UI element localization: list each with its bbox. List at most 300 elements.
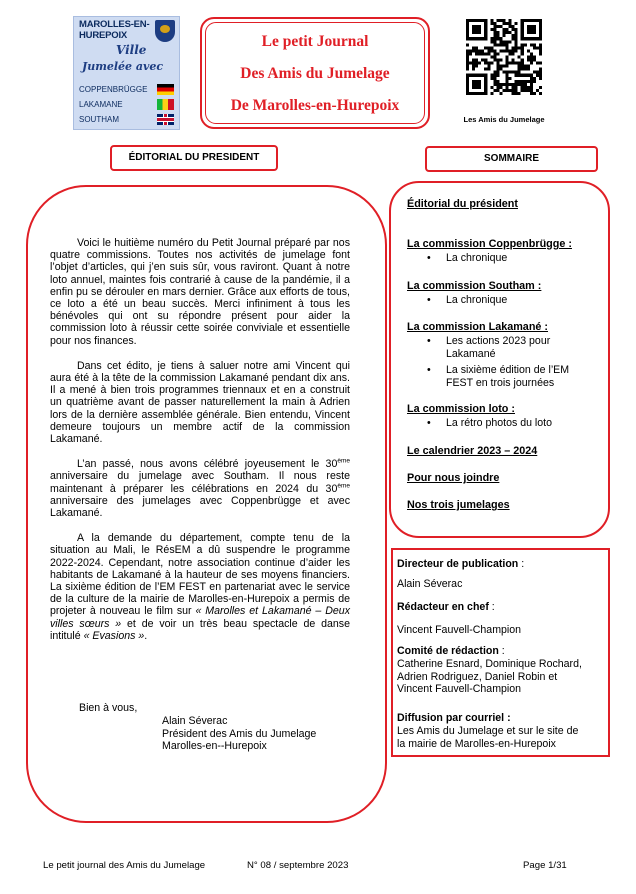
qr-module xyxy=(512,86,515,89)
qr-module xyxy=(490,19,493,22)
title-line-3: De Marolles-en-Hurepoix xyxy=(230,97,400,114)
qr-module xyxy=(466,52,469,55)
qr-module xyxy=(478,49,481,52)
qr-module xyxy=(512,59,515,62)
qr-module xyxy=(475,65,478,68)
qr-module xyxy=(515,46,518,49)
qr-module xyxy=(515,34,518,37)
qr-module xyxy=(527,25,536,34)
qr-module xyxy=(502,65,505,68)
qr-module xyxy=(530,92,533,95)
qr-module xyxy=(512,71,515,74)
qr-module xyxy=(496,34,499,37)
qr-module xyxy=(493,34,496,37)
qr-module xyxy=(515,71,518,74)
qr-module xyxy=(533,43,536,46)
qr-module xyxy=(493,31,496,34)
qr-module xyxy=(502,34,505,37)
committee-line2: Adrien Rodriguez, Daniel Robin et xyxy=(397,670,558,683)
qr-module xyxy=(533,80,536,83)
qr-module xyxy=(530,62,533,65)
qr-module xyxy=(509,62,512,65)
qr-module xyxy=(518,55,521,58)
sommaire-link-coppenbrugge[interactable]: La commission Coppenbrügge : xyxy=(407,238,572,250)
qr-module xyxy=(539,86,542,89)
sommaire-sub-lakamane-actions xyxy=(446,335,550,361)
qr-module xyxy=(499,92,502,95)
p3-superscript-2: ème xyxy=(337,482,350,490)
qr-module xyxy=(493,89,496,92)
qr-module xyxy=(509,77,512,80)
logo-twin-lakamane: LAKAMANE xyxy=(79,100,123,109)
qr-module xyxy=(506,77,509,80)
credit-editor-colon: : xyxy=(488,601,495,613)
committee-line3: Vincent Fauvell-Champion xyxy=(397,683,522,695)
qr-module xyxy=(475,49,478,52)
qr-module xyxy=(502,28,505,31)
qr-module xyxy=(493,71,496,74)
qr-module xyxy=(524,80,527,83)
logo-town xyxy=(79,19,149,41)
qr-module xyxy=(506,31,509,34)
qr-module xyxy=(530,55,533,58)
qr-module xyxy=(515,89,518,92)
qr-module xyxy=(490,37,493,40)
qr-module xyxy=(496,43,499,46)
qr-module xyxy=(524,65,527,68)
qr-module xyxy=(493,28,496,31)
qr-module xyxy=(530,83,533,86)
qr-module xyxy=(515,40,518,43)
qr-module xyxy=(512,49,515,52)
qr-module xyxy=(487,62,490,65)
qr-module xyxy=(493,49,496,52)
qr-module xyxy=(509,89,512,92)
qr-module xyxy=(499,40,502,43)
qr-module xyxy=(506,65,509,68)
credit-diffusion-text xyxy=(397,725,578,750)
qr-module xyxy=(502,89,505,92)
footer-publication: Le petit journal des Amis du Jumelage xyxy=(43,860,206,871)
qr-module xyxy=(509,52,512,55)
qr-module xyxy=(536,89,539,92)
qr-module xyxy=(487,68,490,71)
qr-module xyxy=(475,46,478,49)
qr-module xyxy=(466,59,469,62)
credit-director-label: Directeur de publication xyxy=(397,558,519,570)
qr-module xyxy=(499,49,502,52)
qr-module xyxy=(466,65,469,68)
qr-module xyxy=(472,25,481,34)
qr-module xyxy=(484,68,487,71)
qr-module xyxy=(530,52,533,55)
qr-module xyxy=(530,43,533,46)
p3-part-a: L’an passé, nous avons célébré joyeusement le 30 xyxy=(77,458,338,471)
qr-module xyxy=(496,25,499,28)
credit-editor-label: Rédacteur en chef xyxy=(397,601,489,613)
qr-module xyxy=(506,49,509,52)
qr-module xyxy=(524,83,527,86)
journal-title-box xyxy=(200,17,430,129)
qr-module xyxy=(487,46,490,49)
qr-module xyxy=(499,19,502,22)
qr-module xyxy=(484,52,487,55)
qr-module xyxy=(515,28,518,31)
coat-of-arms-icon xyxy=(155,20,175,42)
qr-module xyxy=(484,59,487,62)
footer-issue: N° 08 / septembre 2023 xyxy=(247,860,349,871)
qr-module xyxy=(527,49,530,52)
qr-module xyxy=(533,59,536,62)
qr-module xyxy=(527,59,530,62)
qr-module xyxy=(533,71,536,74)
qr-module xyxy=(478,52,481,55)
qr-module xyxy=(524,74,527,77)
qr-module xyxy=(515,86,518,89)
qr-module xyxy=(499,68,502,71)
qr-module xyxy=(496,65,499,68)
qr-module xyxy=(515,83,518,86)
qr-module xyxy=(506,80,509,83)
p4-show-title: « Evasions » xyxy=(83,629,145,642)
qr-module xyxy=(496,37,499,40)
germany-flag-icon xyxy=(157,84,174,95)
qr-module xyxy=(515,43,518,46)
p3-part-c: anniversaire des jumelages avec Coppenbrügge et avec Lakamané. xyxy=(50,494,350,520)
editorial-closing: Bien à vous, xyxy=(79,702,138,714)
qr-module xyxy=(475,59,478,62)
qr-module xyxy=(518,74,521,77)
qr-module xyxy=(499,83,502,86)
qr-module xyxy=(490,62,493,65)
qr-module xyxy=(536,46,539,49)
qr-module xyxy=(539,74,542,77)
qr-module xyxy=(478,62,481,65)
qr-module xyxy=(506,89,509,92)
qr-module xyxy=(515,31,518,34)
p3-part-b: anniversaire du jumelage avec Southam. Il nous reste maintenant à préparer les célébrations en 2024 du 30 xyxy=(50,470,350,495)
qr-module xyxy=(502,22,505,25)
qr-module xyxy=(490,55,493,58)
qr-module xyxy=(515,62,518,65)
qr-module xyxy=(490,22,493,25)
qr-module xyxy=(527,86,530,89)
qr-module xyxy=(506,55,509,58)
signature-name: Alain Séverac xyxy=(162,715,228,727)
qr-module xyxy=(481,59,484,62)
qr-module xyxy=(509,83,512,86)
editorial-label: ÉDITORIAL DU PRESIDENT xyxy=(110,145,278,171)
qr-module xyxy=(521,65,524,68)
qr-module xyxy=(512,34,515,37)
qr-module xyxy=(509,25,512,28)
credit-committee-heading xyxy=(397,645,505,658)
qr-module xyxy=(502,40,505,43)
mali-flag-icon xyxy=(157,99,174,110)
qr-module xyxy=(518,62,521,65)
qr-module xyxy=(469,49,472,52)
qr-module xyxy=(539,77,542,80)
qr-module xyxy=(521,43,524,46)
qr-module xyxy=(466,49,469,52)
qr-module xyxy=(530,86,533,89)
qr-module xyxy=(493,37,496,40)
credit-director-name: Alain Séverac xyxy=(397,578,463,590)
qr-module xyxy=(499,65,502,68)
qr-module xyxy=(496,19,499,22)
qr-module xyxy=(496,86,499,89)
qr-module xyxy=(506,59,509,62)
editorial-text xyxy=(50,237,350,655)
qr-module xyxy=(475,62,478,65)
sommaire-link-southam[interactable]: La commission Southam : xyxy=(407,280,542,292)
sommaire-link-jumelages[interactable]: Nos trois jumelages xyxy=(407,499,510,511)
editorial-paragraph-3 xyxy=(50,458,350,519)
sommaire-link-loto[interactable]: La commission loto : xyxy=(407,403,515,415)
qr-module xyxy=(472,68,475,71)
qr-module xyxy=(512,25,515,28)
logo-twin-coppenbrugge: COPPENBRÜGGE xyxy=(79,85,148,94)
signature-town: Marolles-en--Hurepoix xyxy=(162,740,267,752)
qr-module xyxy=(524,89,527,92)
qr-module xyxy=(490,49,493,52)
diffusion-line2: la mairie de Marolles-en-Hurepoix xyxy=(397,737,556,750)
qr-module xyxy=(506,71,509,74)
qr-module xyxy=(493,77,496,80)
qr-module xyxy=(496,68,499,71)
qr-module xyxy=(493,40,496,43)
qr-module xyxy=(502,31,505,34)
editorial-paragraph-2: Dans cet édito, je tiens à saluer notre ami Vincent qui aura été à la tête de la commission Lakamané pendant dix ans. Il a mené à bien trois programmes triennaux et en a construit un quatrième avant de passer naturellement la main à Adrien lors de la dernière assemblée générale. Bien entendu, Vincent demeure toujours un membre actif de la commission Lakamané. xyxy=(50,359,350,446)
credit-director-heading xyxy=(397,558,524,571)
qr-module xyxy=(512,62,515,65)
qr-module xyxy=(496,31,499,34)
qr-module xyxy=(533,46,536,49)
qr-module xyxy=(512,46,515,49)
qr-module xyxy=(515,37,518,40)
lakamane-actions-line1: • Les actions 2023 pour xyxy=(446,335,551,347)
qr-module xyxy=(515,49,518,52)
title-line-2: Des Amis du Jumelage xyxy=(240,65,390,82)
qr-module xyxy=(509,31,512,34)
qr-module xyxy=(506,40,509,43)
qr-module xyxy=(506,86,509,89)
qr-module xyxy=(496,62,499,65)
qr-module xyxy=(521,52,524,55)
qr-module xyxy=(496,89,499,92)
qr-module xyxy=(493,55,496,58)
qr-module xyxy=(469,62,472,65)
qr-module xyxy=(490,46,493,49)
qr-module xyxy=(502,19,505,22)
qr-module xyxy=(530,80,533,83)
qr-module xyxy=(521,68,524,71)
qr-module xyxy=(524,43,527,46)
signature-role: Président des Amis du Jumelage xyxy=(162,727,317,740)
qr-module xyxy=(530,77,533,80)
qr-module xyxy=(493,59,496,62)
qr-module xyxy=(512,37,515,40)
qr-module xyxy=(518,92,521,95)
qr-module xyxy=(496,83,499,86)
qr-module xyxy=(472,49,475,52)
logo-town-line2: HUREPOIX xyxy=(79,30,128,41)
qr-module xyxy=(527,68,530,71)
qr-module xyxy=(506,83,509,86)
qr-module xyxy=(518,46,521,49)
qr-module xyxy=(472,59,475,62)
sommaire-sub-lakamane-emfest xyxy=(446,364,569,390)
qr-module xyxy=(515,22,518,25)
credit-editor-name: Vincent Fauvell-Champion xyxy=(397,624,522,636)
qr-module xyxy=(530,74,533,77)
qr-module xyxy=(527,74,530,77)
qr-module xyxy=(521,86,524,89)
qr-module xyxy=(496,52,499,55)
logo-ville: Ville xyxy=(116,43,147,57)
qr-module xyxy=(499,86,502,89)
qr-module xyxy=(509,22,512,25)
qr-module xyxy=(490,92,493,95)
qr-module xyxy=(502,49,505,52)
qr-module xyxy=(502,83,505,86)
qr-module xyxy=(539,43,542,46)
qr-module xyxy=(530,89,533,92)
qr-module xyxy=(509,49,512,52)
qr-module xyxy=(539,46,542,49)
qr-module xyxy=(527,80,530,83)
qr-module xyxy=(539,49,542,52)
qr-module xyxy=(527,55,530,58)
qr-module xyxy=(533,92,536,95)
qr-module xyxy=(524,68,527,71)
qr-module xyxy=(521,80,524,83)
qr-module xyxy=(539,62,542,65)
lakamane-emfest-line2: FEST en trois journées xyxy=(446,377,555,389)
qr-module xyxy=(466,62,469,65)
qr-module xyxy=(506,43,509,46)
twinning-logo xyxy=(73,16,180,130)
qr-module xyxy=(502,43,505,46)
qr-module xyxy=(539,68,542,71)
qr-module xyxy=(490,86,493,89)
sommaire-sub-southam-chronique: • La chronique xyxy=(446,294,507,307)
qr-module xyxy=(521,74,524,77)
credit-committee-colon: : xyxy=(498,645,505,657)
diffusion-line1: Les Amis du Jumelage et sur le site de xyxy=(397,725,579,737)
signature-block xyxy=(162,715,316,753)
p3-superscript-1: ème xyxy=(337,457,350,465)
qr-module xyxy=(499,37,502,40)
credit-director-colon: : xyxy=(518,558,525,570)
sommaire-sub-loto-photos: • La rétro photos du loto xyxy=(446,417,552,430)
qr-module xyxy=(509,71,512,74)
qr-module xyxy=(536,74,539,77)
sommaire-label: SOMMAIRE xyxy=(425,146,598,172)
qr-module xyxy=(506,74,509,77)
sommaire-sub-coppenbrugge-chronique: • La chronique xyxy=(446,252,507,265)
qr-module xyxy=(521,89,524,92)
qr-module xyxy=(502,71,505,74)
qr-module xyxy=(490,74,493,77)
logo-town-line1: MAROLLES-EN- xyxy=(79,19,150,30)
qr-module xyxy=(466,43,469,46)
qr-module xyxy=(512,89,515,92)
qr-module xyxy=(481,49,484,52)
p4-film-title: « Marolles et Lakamané – Deux villes sœurs » xyxy=(50,605,350,630)
p4-part-c: . xyxy=(144,629,148,642)
qr-module xyxy=(536,62,539,65)
qr-module xyxy=(539,92,542,95)
qr-module xyxy=(533,77,536,80)
qr-module xyxy=(490,77,493,80)
qr-module xyxy=(515,92,518,95)
qr-module xyxy=(521,62,524,65)
qr-module xyxy=(466,55,469,58)
qr-module xyxy=(521,83,524,86)
qr-module xyxy=(496,59,499,62)
lakamane-emfest-line1: • La sixième édition de l’EM xyxy=(446,364,570,376)
qr-module xyxy=(490,40,493,43)
logo-twin-southam: SOUTHAM xyxy=(79,115,119,124)
qr-module xyxy=(515,74,518,77)
sommaire-link-calendrier[interactable]: Le calendrier 2023 – 2024 xyxy=(407,445,538,457)
p4-part-b: et de voir un très beau spectacle de danse intitulé xyxy=(50,617,350,642)
qr-module xyxy=(472,62,475,65)
qr-module xyxy=(509,40,512,43)
qr-module xyxy=(466,68,469,71)
qr-module xyxy=(515,80,518,83)
credit-committee-members xyxy=(397,658,582,696)
qr-module xyxy=(530,59,533,62)
qr-module xyxy=(493,22,496,25)
committee-line1: Catherine Esnard, Dominique Rochard, xyxy=(397,658,582,670)
qr-module xyxy=(533,55,536,58)
qr-module xyxy=(506,62,509,65)
qr-module xyxy=(518,83,521,86)
qr-module xyxy=(521,46,524,49)
qr-module xyxy=(499,25,502,28)
uk-flag-icon xyxy=(157,114,174,125)
sommaire-link-lakamane[interactable]: La commission Lakamané : xyxy=(407,321,549,333)
qr-module xyxy=(506,28,509,31)
qr-code-icon[interactable] xyxy=(466,19,542,95)
qr-module xyxy=(493,43,496,46)
qr-module xyxy=(496,71,499,74)
qr-module xyxy=(499,59,502,62)
qr-module xyxy=(493,74,496,77)
lakamane-actions-line2: Lakamané xyxy=(446,348,496,360)
sommaire-link-editorial[interactable]: Éditorial du président xyxy=(407,198,518,210)
qr-module xyxy=(506,46,509,49)
qr-module xyxy=(539,52,542,55)
qr-module xyxy=(487,52,490,55)
qr-module xyxy=(527,89,530,92)
qr-module xyxy=(493,83,496,86)
qr-module xyxy=(512,28,515,31)
qr-module xyxy=(521,49,524,52)
sommaire-link-contact[interactable]: Pour nous joindre xyxy=(407,472,500,484)
qr-module xyxy=(493,52,496,55)
qr-module xyxy=(512,83,515,86)
qr-module xyxy=(499,43,502,46)
qr-module xyxy=(475,52,478,55)
qr-module xyxy=(506,22,509,25)
qr-module xyxy=(509,19,512,22)
qr-caption: Les Amis du Jumelage xyxy=(463,115,545,124)
qr-module xyxy=(472,65,475,68)
footer-page-number: Page 1/31 xyxy=(523,860,567,871)
